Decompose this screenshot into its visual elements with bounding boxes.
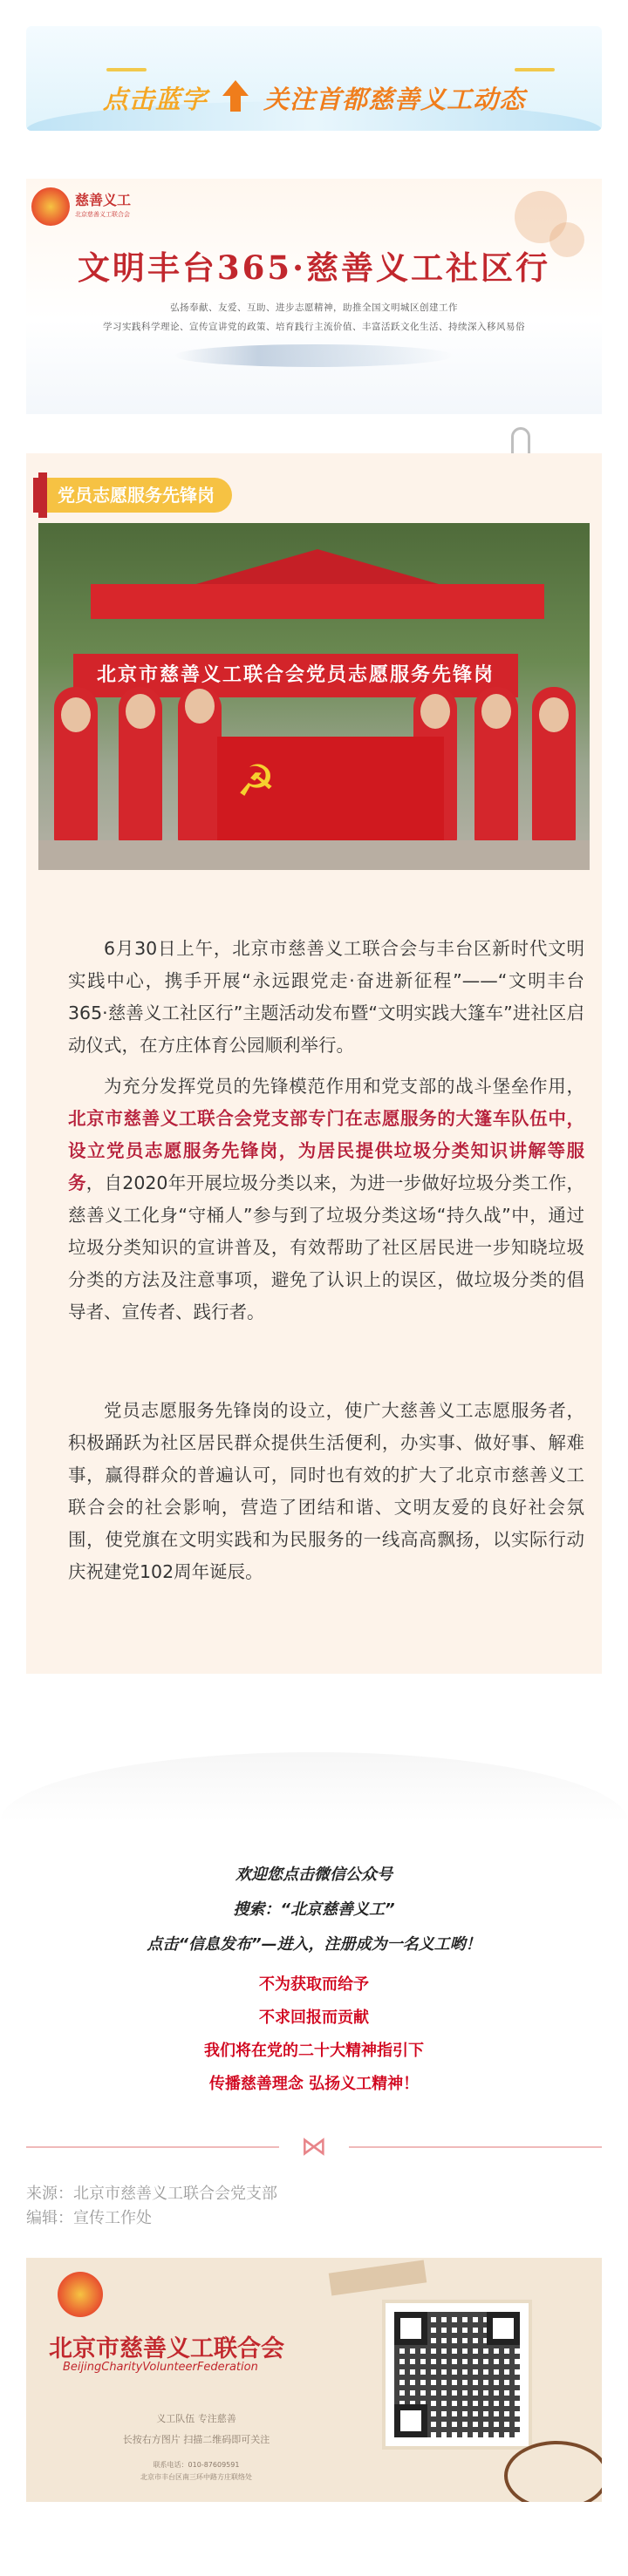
article-paragraph-3: 党员志愿服务先锋岗的设立，使广大慈善义工志愿服务者，积极踊跃为社区居民群众提供生活便利，办实事、做好事、解难事，赢得群众的普遍认可，同时也有效的扩大了北京市慈善义工联合会的社会影响，营造了团结和谐、文明友爱的良好社会氛围，使党旗在文明实践和为民服务的一线高高飘扬，以实际行动庆祝建党102周年诞辰。 bbox=[68, 1400, 584, 1582]
section-label-text: 党员志愿服务先锋岗 bbox=[58, 485, 215, 506]
footer-slogan: 长按右方图片 扫描二维码即可关注 bbox=[122, 2434, 270, 2445]
qr-finder bbox=[487, 2312, 520, 2345]
paragraph-text: 为充分发挥党员的先锋模范作用和党支部的战斗堡垒作用， bbox=[104, 1076, 584, 1097]
banner-dash bbox=[106, 68, 147, 71]
footer-card bbox=[26, 2258, 602, 2502]
footer-contact: 联系电话：010-87609591 bbox=[153, 2461, 240, 2469]
divider-line bbox=[26, 2146, 279, 2148]
motto-line: 我们将在党的二十大精神指引下 bbox=[204, 2042, 424, 2060]
federation-english-name: BeijingCharityVolunteerFederation bbox=[63, 2361, 258, 2374]
logo-subtext: 北京慈善义工联合会 bbox=[75, 211, 130, 218]
header-card bbox=[26, 179, 602, 414]
invite-line: 搜索：“北京慈善义工” bbox=[233, 1900, 395, 1919]
face bbox=[61, 697, 91, 732]
logo-text: 慈善义工 bbox=[75, 192, 132, 208]
federation-logo-icon bbox=[58, 2272, 103, 2317]
section-label bbox=[38, 478, 232, 513]
banner-title-part1: 点击蓝字 bbox=[102, 85, 208, 114]
banner-dash bbox=[515, 68, 555, 71]
qr-code[interactable] bbox=[382, 2300, 532, 2450]
motto-line: 传播慈善理念 弘扬义工精神！ bbox=[208, 2075, 420, 2093]
divider-line bbox=[349, 2146, 602, 2148]
glasses-icon bbox=[504, 2441, 602, 2502]
invite-line: 欢迎您点击微信公众号 bbox=[236, 1866, 392, 1884]
label-tag bbox=[38, 472, 47, 518]
event-photo[interactable] bbox=[38, 523, 590, 870]
qr-finder bbox=[394, 2312, 427, 2345]
logo-icon bbox=[31, 187, 70, 226]
face bbox=[185, 689, 215, 724]
ground bbox=[38, 840, 590, 870]
footer-address: 北京市丰台区南三环中路方庄联络处 bbox=[140, 2473, 252, 2481]
arrow-up-icon bbox=[221, 78, 250, 113]
page-title: 文明丰台365·慈善义工社区行 bbox=[77, 248, 551, 287]
banner-title bbox=[26, 78, 602, 116]
brush-stroke bbox=[174, 344, 454, 367]
paragraph-text: ，自2020年开展垃圾分类以来，为进一步做好垃圾分类工作，慈善义工化身“守桶人”参与到了垃圾分类这场“持久战”中，通过垃圾分类知识的宣讲普及，有效帮助了社区居民进一步知晓垃圾分类的方法及注意事项，避免了认识上的误区，做垃圾分类的倡导者、宣传者、践行者。 bbox=[68, 1172, 585, 1322]
bow-icon: ⋈ bbox=[301, 2131, 327, 2162]
banner-title-part2: 关注首都慈善义工动态 bbox=[263, 85, 526, 114]
hammer-sickle-icon: ☭ bbox=[236, 756, 276, 806]
tape-decor bbox=[329, 2260, 427, 2295]
article-paragraph-2 bbox=[68, 1071, 584, 1329]
tent-canopy bbox=[91, 584, 544, 619]
federation-name: 北京市慈善义工联合会 bbox=[49, 2335, 284, 2362]
cloud-divider bbox=[0, 1752, 628, 1822]
qr-finder bbox=[394, 2404, 427, 2437]
footer-slogan: 义工队伍 专注慈善 bbox=[156, 2413, 236, 2424]
article-paragraph-1: 6月30日上午，北京市慈善义工联合会与丰台区新时代文明实践中心，携手开展“永远跟党走·奋进新征程”——“文明丰台365·慈善义工社区行”主题活动发布暨“文明实践大篷车”进社区启动仪式，在方庄体育公园顺利举行。 bbox=[68, 938, 584, 1056]
motto-line: 不为获取而给予 bbox=[259, 1975, 369, 1994]
face bbox=[539, 697, 569, 732]
face bbox=[481, 694, 511, 729]
highlight-text: 北京市慈善义工联合会党支部专门在志愿服务的大篷车队伍中，设立党员志愿服务先锋岗，为居民提供垃圾分类知识讲解等服务 bbox=[68, 1108, 584, 1193]
source-text: 来源：北京市慈善义工联合会党支部 bbox=[26, 2185, 277, 2203]
face bbox=[420, 694, 450, 729]
motto-line: 不求回报而贡献 bbox=[259, 2008, 369, 2027]
editor-text: 编辑：宣传工作处 bbox=[26, 2209, 152, 2227]
follow-banner[interactable] bbox=[26, 26, 602, 131]
header-subtitle: 弘扬奉献、友爱、互助、进步志愿精神，助推全国文明城区创建工作 bbox=[170, 302, 458, 313]
header-subtitle: 学习实践科学理论、宣传宣讲党的政策、培育践行主流价值、丰富活跃文化生活、持续深入移风易俗 bbox=[103, 322, 525, 332]
photo-banner: 北京市慈善义工联合会党员志愿服务先锋岗 bbox=[73, 654, 518, 697]
face bbox=[126, 694, 155, 729]
invite-line: 点击“信息发布”—进入，注册成为一名义工哟！ bbox=[147, 1935, 481, 1954]
